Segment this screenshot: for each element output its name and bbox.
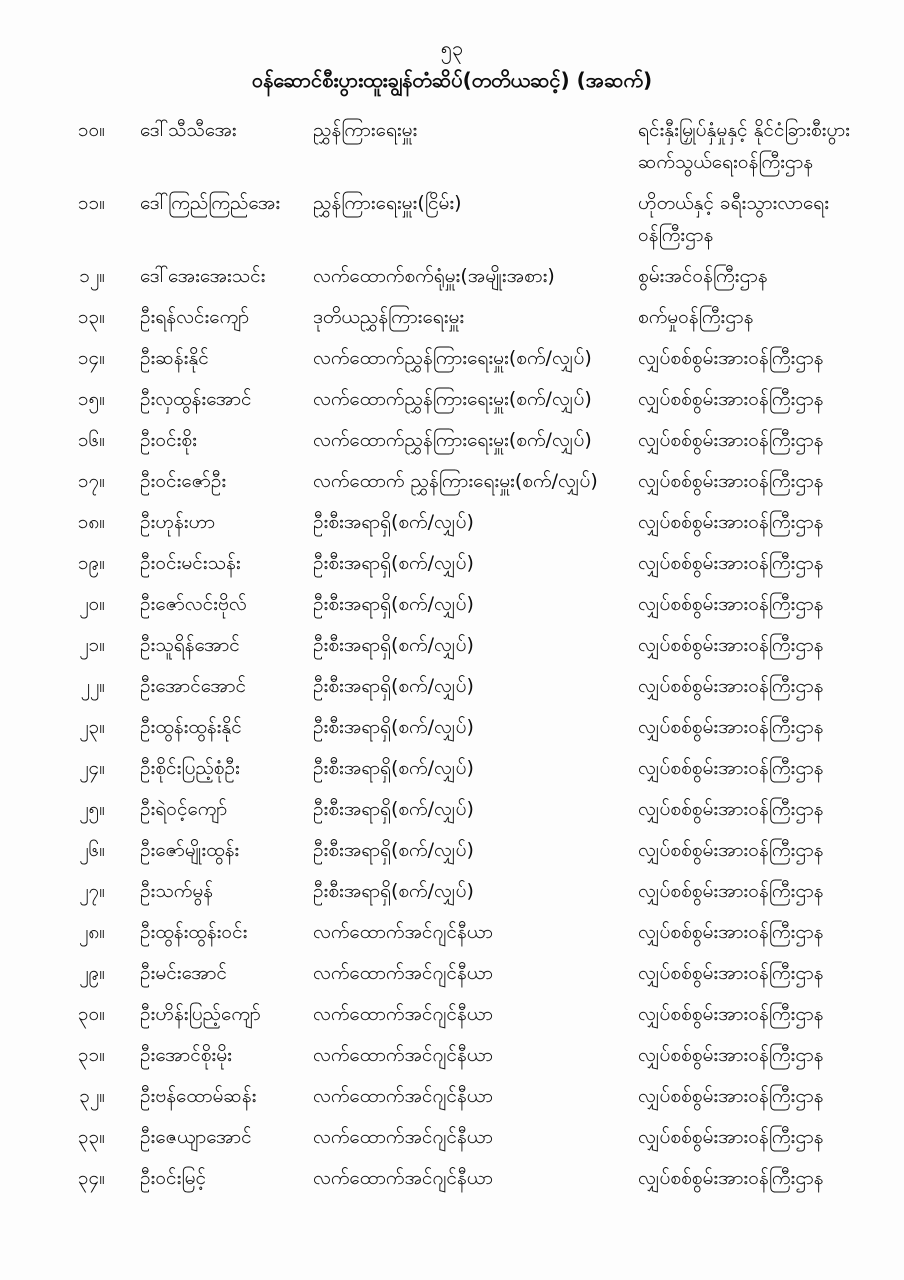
position-title: လက်ထောက် ညွှန်ကြားရေးမှူး(စက်/လျှပ်) [313,470,598,492]
row-number: ၂၅။ [79,798,105,820]
ministry-name [638,834,904,866]
row-number: ၁၇။ [77,470,105,492]
officials-table [0,114,904,1194]
row-number: ၃၁။ [77,1044,105,1066]
ministry-name-line: လျှပ်စစ်စွမ်းအားဝန်ကြီးဌာန [638,675,824,697]
position-title: ဦးစီးအရာရှိ(စက်/လျှပ်) [313,716,474,738]
ministry-name-line: ဝန်ကြီးဌာန [638,224,714,246]
table-row [0,547,904,579]
row-number: ၂၃။ [79,716,105,738]
row-number: ၁၂။ [79,265,105,287]
row-number: ၃၄။ [77,1167,105,1189]
row-number: ၁၁။ [77,192,105,214]
table-row [0,1039,904,1071]
person-name: ဦးဇေယျာအောင် [140,1126,252,1148]
ministry-name [638,424,904,456]
position-title: လက်ထောက်အင်ဂျင်နီယာ [313,962,493,984]
person-name: ဦးရဲဝင့်ကျော် [140,798,228,820]
row-number: ၁၅။ [77,388,105,410]
person-name: ဦးဟိန်းပြည့်ကျော် [140,1003,261,1025]
table-row [0,711,904,743]
table-row [0,114,904,178]
table-row [0,752,904,784]
row-number: ၂၈။ [79,921,105,943]
person-name: ဦးရန်လင်းကျော် [140,306,250,328]
row-number: ၂၄။ [79,757,105,779]
ministry-name-line: လျှပ်စစ်စွမ်းအားဝန်ကြီးဌာန [638,757,824,779]
ministry-name-line: စက်မှုဝန်ကြီးဌာန [638,306,754,328]
ministry-name-line: စွမ်းအင်ဝန်ကြီးဌာန [638,265,768,287]
table-row [0,506,904,538]
row-number: ၁၆။ [77,429,105,451]
person-name: ဦးစိုင်းပြည့်စုံဦး [140,757,240,779]
ministry-name [638,465,904,497]
row-number: ၁၀။ [77,119,105,141]
row-number: ၃၀။ [77,1003,105,1025]
position-title: ဒုတိယညွှန်ကြားရေးမှူး [313,306,465,328]
row-number: ၂၉။ [79,962,105,984]
row-number: ၂၇။ [79,880,105,902]
position-title: ဦးစီးအရာရှိ(စက်/လျှပ်) [313,798,474,820]
row-number: ၁၉။ [77,552,105,574]
table-row [0,383,904,415]
ministry-name [638,506,904,538]
position-title: လက်ထောက်အင်ဂျင်နီယာ [313,1167,493,1189]
ministry-name-line: လျှပ်စစ်စွမ်းအားဝန်ကြီးဌာန [638,470,824,492]
position-title: လက်ထောက်ညွှန်ကြားရေးမှူး(စက်/လျှပ်) [313,347,592,369]
ministry-name-line: လျှပ်စစ်စွမ်းအားဝန်ကြီးဌာန [638,1085,824,1107]
row-number: ၁၃။ [77,306,105,328]
position-title: ဦးစီးအရာရှိ(စက်/လျှပ်) [313,552,474,574]
position-title: လက်ထောက်စက်ရုံမှူး(အမျိုးအစား) [313,265,555,287]
person-name: ဦးသက်မွန် [140,880,214,902]
row-number: ၃၃။ [77,1126,105,1148]
table-row [0,1080,904,1112]
table-row [0,260,904,292]
table-row [0,1121,904,1153]
ministry-name-line: လျှပ်စစ်စွမ်းအားဝန်ကြီးဌာန [638,552,824,574]
person-name: ဦးအောင်အောင် [140,675,247,697]
ministry-name [638,114,904,178]
table-row [0,424,904,456]
table-row [0,342,904,374]
person-name: ဦးထွန်းထွန်းနိုင် [140,716,242,738]
table-row [0,187,904,251]
position-title: ဦးစီးအရာရှိ(စက်/လျှပ်) [313,675,474,697]
ministry-name [638,547,904,579]
ministry-name-line: လျှပ်စစ်စွမ်းအားဝန်ကြီးဌာန [638,921,824,943]
row-number: ၂၂။ [80,675,105,697]
position-title: လက်ထောက်အင်ဂျင်နီယာ [313,1126,493,1148]
person-name: ဦးဆန်းနိုင် [140,347,209,369]
ministry-name-line: လျှပ်စစ်စွမ်းအားဝန်ကြီးဌာန [638,634,824,656]
table-row [0,998,904,1030]
person-name: ဦးအောင်စိုးမိုး [140,1044,232,1066]
position-title: ညွှန်ကြားရေးမှူး(ငြိမ်း) [313,192,462,214]
table-row [0,834,904,866]
ministry-name-line: လျှပ်စစ်စွမ်းအားဝန်ကြီးဌာန [638,798,824,820]
row-number: ၁၄။ [77,347,105,369]
ministry-name [638,916,904,948]
ministry-name [638,187,904,251]
ministry-name-line: လျှပ်စစ်စွမ်းအားဝန်ကြီးဌာန [638,511,824,533]
position-title: ဦးစီးအရာရှိ(စက်/လျှပ်) [313,634,474,656]
position-title: လက်ထောက်အင်ဂျင်နီယာ [313,1003,493,1025]
table-row [0,629,904,661]
table-row [0,916,904,948]
ministry-name [638,752,904,784]
position-title: ဦးစီးအရာရှိ(စက်/လျှပ်) [313,593,474,615]
ministry-name-line: လျှပ်စစ်စွမ်းအားဝန်ကြီးဌာန [638,388,824,410]
ministry-name-line: လျှပ်စစ်စွမ်းအားဝန်ကြီးဌာန [638,1003,824,1025]
ministry-name-line: လျှပ်စစ်စွမ်းအားဝန်ကြီးဌာန [638,429,824,451]
position-title: ဦးစီးအရာရှိ(စက်/လျှပ်) [313,511,474,533]
table-row [0,875,904,907]
ministry-name-line: လျှပ်စစ်စွမ်းအားဝန်ကြီးဌာန [638,839,824,861]
position-title: လက်ထောက်အင်ဂျင်နီယာ [313,1044,493,1066]
person-name: ဦးဝင်းစိုး [140,429,197,451]
ministry-name [638,1080,904,1112]
ministry-name [638,875,904,907]
person-name: ဦးမင်းအောင် [140,962,227,984]
table-row [0,670,904,702]
ministry-name [638,998,904,1030]
person-name: ဦးဝင်းဇော်ဦး [140,470,227,492]
page-title: ဝန်ဆောင်စီးပွားထူးချွန်တံဆိပ်(တတိယဆင့်) (အဆက်) [251,68,653,92]
position-title: လက်ထောက်အင်ဂျင်နီယာ [313,921,493,943]
person-name: ဦးဝင်းမြင့် [140,1167,206,1189]
table-row [0,301,904,333]
ministry-name-line: လျှပ်စစ်စွမ်းအားဝန်ကြီးဌာန [638,593,824,615]
position-title: ညွှန်ကြားရေးမှူး [313,119,418,141]
row-number: ၂၁။ [79,634,105,656]
ministry-name-line: လျှပ်စစ်စွမ်းအားဝန်ကြီးဌာန [638,962,824,984]
page-number: ၅၃ [440,36,464,60]
ministry-name-line: လျှပ်စစ်စွမ်းအားဝန်ကြီးဌာန [638,1167,824,1189]
ministry-name [638,957,904,989]
ministry-name [638,301,904,333]
ministry-name [638,711,904,743]
ministry-name [638,1162,904,1194]
position-title: ဦးစီးအရာရှိ(စက်/လျှပ်) [313,839,474,861]
person-name: ဒေါ်သီသီအေး [140,119,237,141]
ministry-name-line: လျှပ်စစ်စွမ်းအားဝန်ကြီးဌာန [638,1044,824,1066]
person-name: ဦးထွန်းထွန်းဝင်း [140,921,248,943]
position-title: လက်ထောက်အင်ဂျင်နီယာ [313,1085,493,1107]
ministry-name [638,670,904,702]
ministry-name-line: လျှပ်စစ်စွမ်းအားဝန်ကြီးဌာန [638,347,824,369]
table-row [0,588,904,620]
ministry-name-line: လျှပ်စစ်စွမ်းအားဝန်ကြီးဌာန [638,1126,824,1148]
ministry-name [638,629,904,661]
person-name: ဒေါ်အေးအေးသင်း [140,265,266,287]
position-title: လက်ထောက်ညွှန်ကြားရေးမှူး(စက်/လျှပ်) [313,429,592,451]
ministry-name [638,588,904,620]
ministry-name [638,793,904,825]
row-number: ၂၆။ [79,839,105,861]
ministry-name [638,260,904,292]
person-name: ဦးသူရိန်အောင် [140,634,240,656]
ministry-name [638,342,904,374]
row-number: ၁၈။ [77,511,105,533]
ministry-name [638,1039,904,1071]
person-name: ဦးဇော်မျိုးထွန်း [140,839,240,861]
ministry-name-line: ဟိုတယ်နှင့် ခရီးသွားလာရေး [638,192,830,214]
ministry-name [638,1121,904,1153]
person-name: ဦးဟုန်းဟာ [140,511,216,533]
table-row [0,465,904,497]
table-row [0,957,904,989]
person-name: ဦးလှထွန်းအောင် [140,388,252,410]
table-row [0,1162,904,1194]
person-name: ဦးဗန်ထောမ်ဆန်း [140,1085,257,1107]
table-row [0,793,904,825]
position-title: လက်ထောက်ညွှန်ကြားရေးမှူး(စက်/လျှပ်) [313,388,592,410]
person-name: ဦးဝင်းမင်းသန်း [140,552,241,574]
position-title: ဦးစီးအရာရှိ(စက်/လျှပ်) [313,757,474,779]
row-number: ၃၂။ [79,1085,105,1107]
ministry-name-line: ရင်းနှီးမြှုပ်နှံမှုနှင့် နိုင်ငံခြားစီးပွား [638,119,850,141]
ministry-name-line: လျှပ်စစ်စွမ်းအားဝန်ကြီးဌာန [638,716,824,738]
position-title: ဦးစီးအရာရှိ(စက်/လျှပ်) [313,880,474,902]
ministry-name-line: လျှပ်စစ်စွမ်းအားဝန်ကြီးဌာန [638,880,824,902]
ministry-name [638,383,904,415]
person-name: ဒေါ်ကြည်ကြည်အေး [140,192,281,214]
ministry-name-line: ဆက်သွယ်ရေးဝန်ကြီးဌာန [638,151,814,173]
person-name: ဦးဇော်လင်းဗိုလ် [140,593,247,615]
row-number: ၂၀။ [79,593,105,615]
